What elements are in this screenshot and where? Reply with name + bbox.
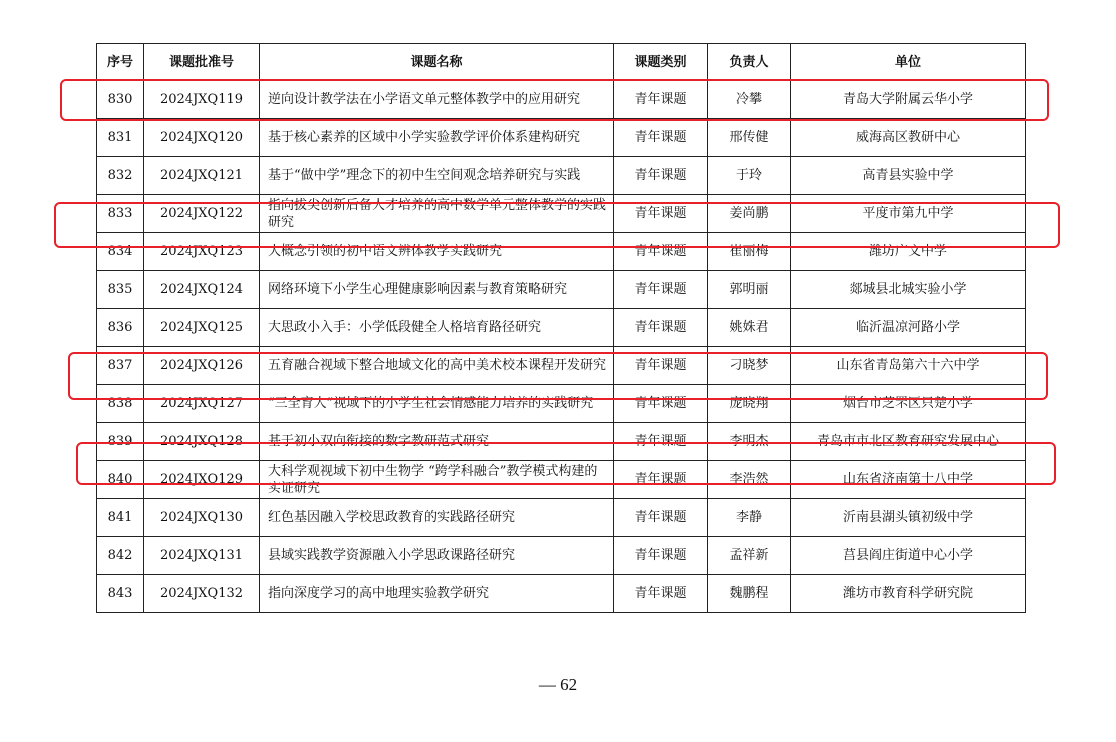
cell-name: “三全育人”视域下的小学生社会情感能力培养的实践研究 [260,385,614,423]
cell-no: 838 [97,385,144,423]
cell-code: 2024JXQ130 [144,499,260,537]
cell-code: 2024JXQ123 [144,233,260,271]
highlight-box-row-837 [68,352,1048,400]
cell-unit: 威海高区教研中心 [791,119,1026,157]
cell-unit: 烟台市芝罘区只楚小学 [791,385,1026,423]
cell-category: 青年课题 [614,309,708,347]
cell-leader: 李明杰 [708,423,791,461]
cell-no: 834 [97,233,144,271]
cell-code: 2024JXQ121 [144,157,260,195]
cell-unit: 莒县阎庄街道中心小学 [791,537,1026,575]
cell-leader: 郭明丽 [708,271,791,309]
cell-name: 基于“做中学”理念下的初中生空间观念培养研究与实践 [260,157,614,195]
cell-name: 大概念引领的初中语文辨体教学实践研究 [260,233,614,271]
cell-no: 843 [97,575,144,613]
cell-leader: 姜尚鹏 [708,195,791,233]
cell-name: 大思政小入手：小学低段健全人格培育路径研究 [260,309,614,347]
cell-unit: 临沂温凉河路小学 [791,309,1026,347]
cell-name: 网络环境下小学生心理健康影响因素与教育策略研究 [260,271,614,309]
cell-leader: 庞晓翔 [708,385,791,423]
cell-unit: 山东省青岛第六十六中学 [791,347,1026,385]
cell-unit: 高青县实验中学 [791,157,1026,195]
table-row [97,157,1026,195]
cell-leader: 崔丽梅 [708,233,791,271]
cell-leader: 姚姝君 [708,309,791,347]
cell-name: 基于初小双向衔接的数字教研范式研究 [260,423,614,461]
cell-unit: 山东省济南第十八中学 [791,461,1026,499]
cell-no: 839 [97,423,144,461]
cell-code: 2024JXQ128 [144,423,260,461]
cell-name: 五育融合视域下整合地域文化的高中美术校本课程开发研究 [260,347,614,385]
highlight-box-row-839 [76,442,1056,485]
cell-category: 青年课题 [614,461,708,499]
header-no: 序号 [97,44,144,81]
cell-code: 2024JXQ129 [144,461,260,499]
cell-no: 837 [97,347,144,385]
cell-no: 841 [97,499,144,537]
cell-category: 青年课题 [614,195,708,233]
cell-name: 指向深度学习的高中地理实验教学研究 [260,575,614,613]
cell-unit: 潍坊市教育科学研究院 [791,575,1026,613]
cell-no: 831 [97,119,144,157]
table-row [97,271,1026,309]
cell-code: 2024JXQ131 [144,537,260,575]
header-name: 课题名称 [260,44,614,81]
cell-category: 青年课题 [614,537,708,575]
cell-category: 青年课题 [614,81,708,119]
table-row [97,575,1026,613]
cell-name: 大科学观视域下初中生物学 “跨学科融合”教学模式构建的实证研究 [260,461,614,499]
cell-code: 2024JXQ119 [144,81,260,119]
cell-code: 2024JXQ127 [144,385,260,423]
table-row [97,537,1026,575]
cell-category: 青年课题 [614,385,708,423]
cell-leader: 魏鹏程 [708,575,791,613]
cell-leader: 邢传健 [708,119,791,157]
table-row [97,119,1026,157]
cell-code: 2024JXQ132 [144,575,260,613]
cell-unit: 青岛市市北区教育研究发展中心 [791,423,1026,461]
cell-unit: 郯城县北城实验小学 [791,271,1026,309]
page-number: — 62 [538,675,578,694]
header-leader: 负责人 [708,44,791,81]
cell-leader: 刁晓梦 [708,347,791,385]
cell-no: 836 [97,309,144,347]
table-row [97,309,1026,347]
cell-leader: 于玲 [708,157,791,195]
cell-no: 830 [97,81,144,119]
cell-leader: 李静 [708,499,791,537]
cell-name: 指向拔尖创新后备人才培养的高中数学单元整体教学的实践研究 [260,195,614,233]
header-category: 课题类别 [614,44,708,81]
highlight-box-row-833 [54,202,1060,248]
cell-leader: 李浩然 [708,461,791,499]
cell-category: 青年课题 [614,347,708,385]
cell-name: 县域实践教学资源融入小学思政课路径研究 [260,537,614,575]
cell-unit: 平度市第九中学 [791,195,1026,233]
cell-name: 基于核心素养的区域中小学实验教学评价体系建构研究 [260,119,614,157]
header-code: 课题批准号 [144,44,260,81]
cell-category: 青年课题 [614,157,708,195]
cell-code: 2024JXQ125 [144,309,260,347]
cell-category: 青年课题 [614,423,708,461]
cell-no: 840 [97,461,144,499]
cell-category: 青年课题 [614,271,708,309]
cell-name: 红色基因融入学校思政教育的实践路径研究 [260,499,614,537]
cell-category: 青年课题 [614,119,708,157]
table-row [97,499,1026,537]
project-table [96,43,1026,613]
header-unit: 单位 [791,44,1026,81]
cell-code: 2024JXQ120 [144,119,260,157]
cell-no: 832 [97,157,144,195]
cell-no: 833 [97,195,144,233]
cell-unit: 潍坊广文中学 [791,233,1026,271]
cell-code: 2024JXQ126 [144,347,260,385]
cell-unit: 青岛大学附属云华小学 [791,81,1026,119]
cell-category: 青年课题 [614,575,708,613]
cell-code: 2024JXQ124 [144,271,260,309]
cell-no: 835 [97,271,144,309]
cell-leader: 冷攀 [708,81,791,119]
cell-category: 青年课题 [614,233,708,271]
cell-name: 逆向设计教学法在小学语文单元整体教学中的应用研究 [260,81,614,119]
highlight-box-row-830 [60,79,1049,121]
cell-no: 842 [97,537,144,575]
cell-category: 青年课题 [614,499,708,537]
cell-leader: 孟祥新 [708,537,791,575]
cell-code: 2024JXQ122 [144,195,260,233]
cell-unit: 沂南县湖头镇初级中学 [791,499,1026,537]
table-header-row [97,44,1026,81]
